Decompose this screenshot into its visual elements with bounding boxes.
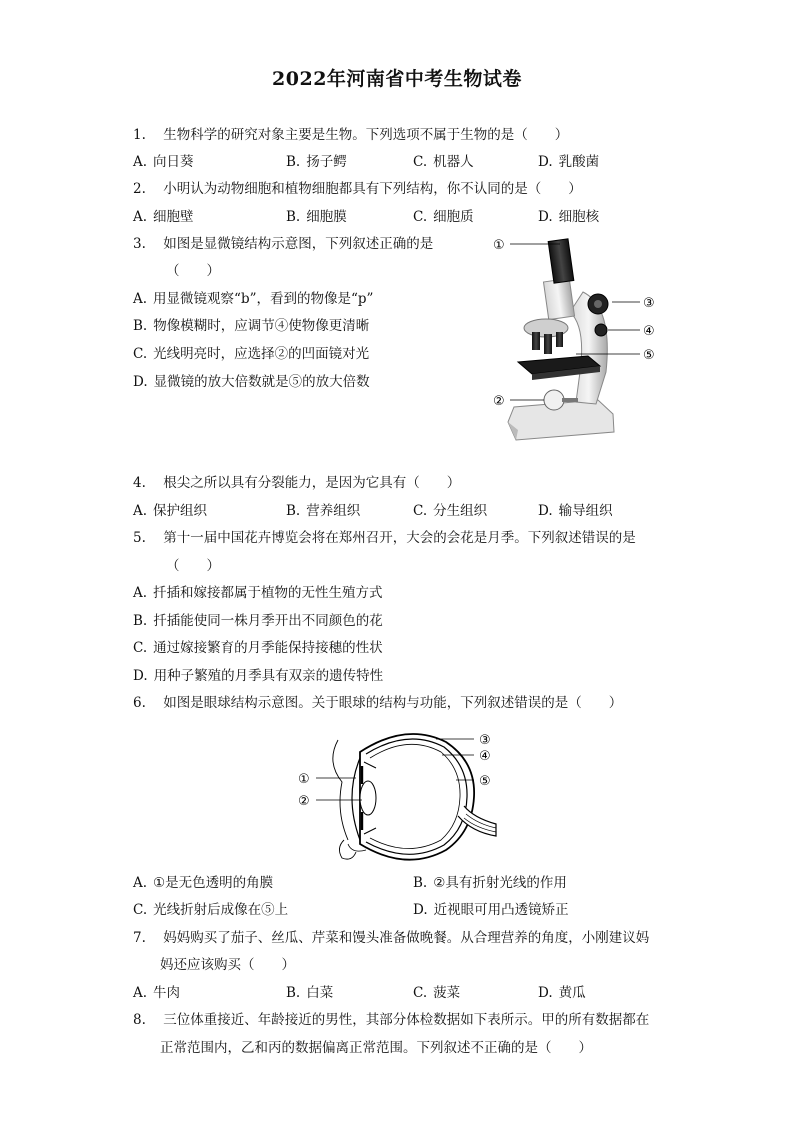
- question-7: [133, 929, 649, 947]
- question-1: [133, 126, 568, 144]
- option-text: 细胞膜: [306, 209, 347, 225]
- option-text: 机器人: [433, 154, 474, 170]
- option-a: [133, 874, 273, 892]
- option-d: [538, 984, 586, 1002]
- option-a: [133, 208, 194, 226]
- option-text: ②具有折射光线的作用: [433, 875, 567, 891]
- question-number: 7.: [133, 930, 146, 946]
- question-5-continuation: （ ）: [166, 558, 220, 574]
- option-a: [133, 984, 180, 1002]
- option-text: 输导组织: [558, 503, 613, 519]
- option-label: B.: [133, 613, 148, 629]
- option-label: C.: [413, 985, 428, 1001]
- option-text: 光线明亮时，应选择②的凹面镜对光: [153, 346, 370, 362]
- option-c: [413, 208, 474, 226]
- option-label: C.: [133, 640, 148, 656]
- option-label: C.: [133, 902, 148, 918]
- question-text: 三位体重接近、年龄接近的男性，其部分体检数据如下表所示。甲的所有数据都在: [163, 1012, 650, 1028]
- option-label: D.: [538, 985, 553, 1001]
- page-title: 2022年河南省中考生物试卷: [272, 68, 522, 90]
- option-text: 分生组织: [433, 503, 488, 519]
- option-text: 细胞核: [558, 209, 600, 225]
- question-6: [133, 694, 622, 712]
- option-text: 向日葵: [153, 154, 194, 170]
- option-label: A.: [133, 875, 148, 891]
- question-4: [133, 474, 460, 492]
- option-label: D.: [538, 503, 553, 519]
- question-number: 1.: [133, 127, 146, 143]
- eye-label-2: ②: [298, 794, 310, 809]
- question-7-continuation: 妈还应该购买（ ）: [160, 957, 295, 973]
- option-text: 乳酸菌: [558, 154, 600, 170]
- question-8-continuation: 正常范围内，乙和丙的数据偏离正常范围。下列叙述不正确的是（ ）: [160, 1040, 592, 1056]
- option-label: D.: [133, 668, 148, 684]
- option-label: C.: [413, 154, 428, 170]
- microscope-label-5: ⑤: [643, 348, 655, 363]
- option-text: 黄瓜: [558, 985, 586, 1001]
- option-label: A.: [133, 985, 148, 1001]
- option-d: [133, 373, 370, 391]
- option-text: 物像模糊时，应调节④使物像更清晰: [153, 318, 370, 334]
- option-text: 用种子繁殖的月季具有双亲的遗传特性: [153, 668, 384, 684]
- microscope-figure: [488, 232, 668, 444]
- question-3-continuation: （ ）: [166, 263, 220, 279]
- option-label: C.: [413, 209, 428, 225]
- eye-figure: [296, 722, 500, 872]
- question-text: 第十一届中国花卉博览会将在郑州召开，大会的会花是月季。下列叙述错误的是: [163, 530, 636, 546]
- eye-label-4: ④: [479, 749, 491, 764]
- question-3: [133, 235, 433, 253]
- option-d: [413, 901, 569, 919]
- question-text: 妈妈购买了茄子、丝瓜、芹菜和馒头准备做晚餐。从合理营养的角度，小刚建议妈: [163, 930, 650, 946]
- option-label: B.: [286, 209, 301, 225]
- option-text: 光线折射后成像在⑤上: [153, 902, 289, 918]
- option-b: [413, 874, 567, 892]
- option-label: D.: [538, 154, 553, 170]
- option-label: C.: [413, 503, 428, 519]
- question-2: [133, 180, 582, 198]
- option-text: 营养组织: [306, 503, 361, 519]
- option-a: [133, 584, 383, 602]
- option-b: [133, 317, 369, 335]
- option-d: [538, 502, 613, 520]
- option-c: [133, 639, 383, 657]
- option-b: [133, 612, 383, 630]
- question-5: [133, 529, 636, 547]
- option-d: [133, 667, 383, 685]
- question-number: 2.: [133, 181, 146, 197]
- option-c: [133, 901, 288, 919]
- option-d: [538, 208, 599, 226]
- option-label: D.: [133, 374, 148, 390]
- question-text: 生物科学的研究对象主要是生物。下列选项不属于生物的是（ ）: [163, 127, 569, 143]
- question-number: 4.: [133, 475, 146, 491]
- option-c: [413, 984, 460, 1002]
- microscope-label-1: ①: [493, 238, 505, 253]
- option-label: D.: [538, 209, 553, 225]
- option-b: [286, 984, 333, 1002]
- option-c: [413, 502, 487, 520]
- question-number: 8.: [133, 1012, 146, 1028]
- option-text: 扦插能使同一株月季开出不同颜色的花: [153, 613, 383, 629]
- question-text: 根尖之所以具有分裂能力，是因为它具有（ ）: [163, 475, 461, 491]
- eye-label-3: ③: [479, 733, 491, 748]
- option-b: [286, 208, 347, 226]
- option-label: B.: [413, 875, 428, 891]
- option-label: B.: [286, 503, 301, 519]
- eye-label-1: ①: [298, 772, 310, 787]
- option-b: [286, 502, 360, 520]
- question-8: [133, 1011, 649, 1029]
- option-text: 细胞质: [433, 209, 474, 225]
- option-text: 牛肉: [153, 985, 181, 1001]
- option-text: 通过嫁接繁育的月季能保持接穗的性状: [153, 640, 383, 656]
- option-label: A.: [133, 291, 148, 307]
- option-c: [413, 153, 474, 171]
- question-number: 5.: [133, 530, 146, 546]
- option-label: C.: [133, 346, 148, 362]
- option-text: 扬子鳄: [306, 154, 347, 170]
- microscope-label-3: ③: [643, 296, 655, 311]
- option-text: 扦插和嫁接都属于植物的无性生殖方式: [153, 585, 383, 601]
- question-text: 如图是显微镜结构示意图，下列叙述正确的是: [163, 236, 434, 252]
- option-label: B.: [286, 985, 301, 1001]
- microscope-label-4: ④: [643, 324, 655, 339]
- option-text: 保护组织: [153, 503, 208, 519]
- option-label: D.: [413, 902, 428, 918]
- question-number: 3.: [133, 236, 146, 252]
- option-a: [133, 153, 194, 171]
- question-number: 6.: [133, 695, 146, 711]
- option-label: A.: [133, 209, 148, 225]
- option-text: 显微镜的放大倍数就是⑤的放大倍数: [153, 374, 370, 390]
- eye-label-5: ⑤: [479, 774, 491, 789]
- option-c: [133, 345, 369, 363]
- question-text: 如图是眼球结构示意图。关于眼球的结构与功能，下列叙述错误的是（ ）: [163, 695, 623, 711]
- option-a: [133, 290, 373, 308]
- question-text: 小明认为动物细胞和植物细胞都具有下列结构，你不认同的是（ ）: [163, 181, 582, 197]
- option-text: 近视眼可用凸透镜矫正: [433, 902, 569, 918]
- option-label: A.: [133, 585, 148, 601]
- option-label: A.: [133, 154, 148, 170]
- option-text: 白菜: [306, 985, 334, 1001]
- option-text: ①是无色透明的角膜: [153, 875, 274, 891]
- option-label: B.: [286, 154, 301, 170]
- option-text: 细胞壁: [153, 209, 194, 225]
- option-b: [286, 153, 347, 171]
- option-label: B.: [133, 318, 148, 334]
- option-d: [538, 153, 599, 171]
- option-text: 用显微镜观察“b”，看到的物像是“p”: [153, 291, 374, 307]
- option-a: [133, 502, 207, 520]
- microscope-label-2: ②: [493, 394, 505, 409]
- option-label: A.: [133, 503, 148, 519]
- option-text: 菠菜: [433, 985, 461, 1001]
